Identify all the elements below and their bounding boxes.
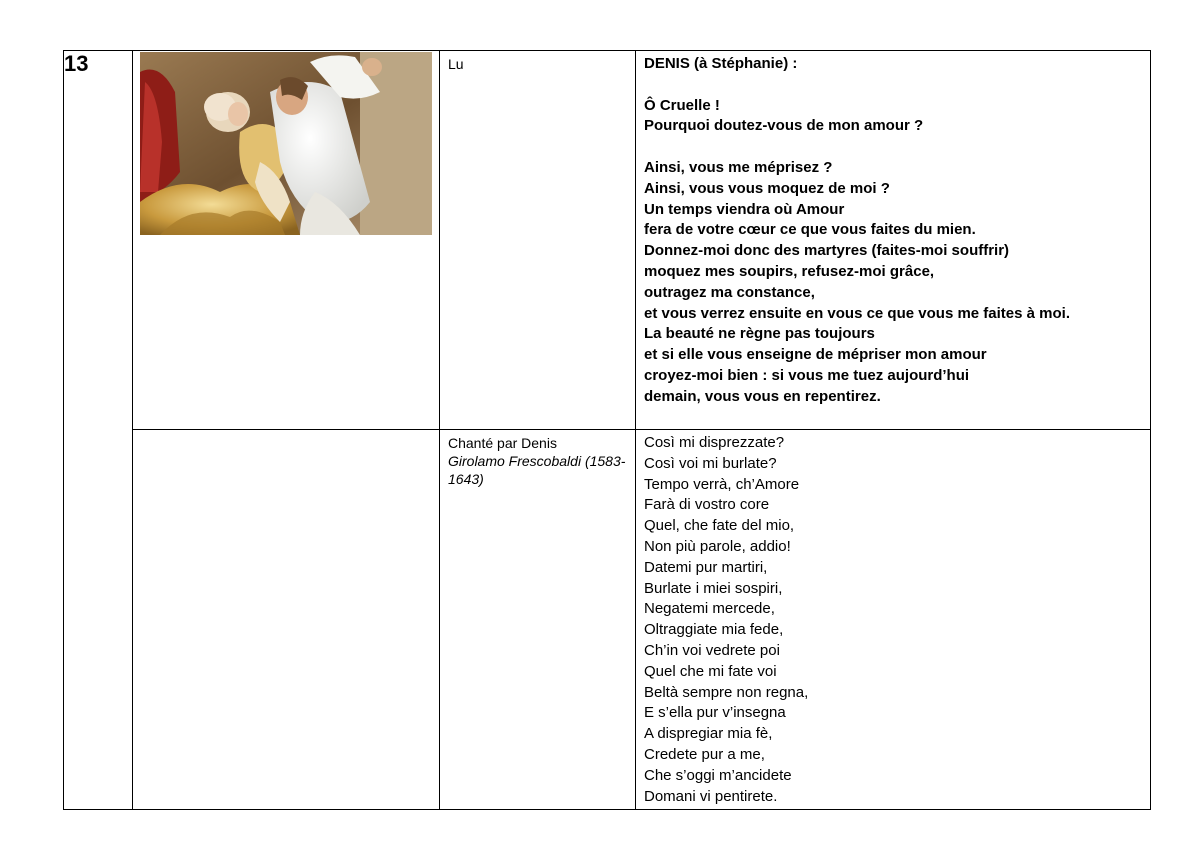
text-line: demain, vous vous en repentirez.	[644, 387, 881, 405]
lyric-line: Negatemi mercede,	[644, 600, 775, 618]
lyric-line: Oltraggiate mia fede,	[644, 621, 784, 639]
text-line: croyez-moi bien : si vous me tuez aujourd’hui	[644, 366, 970, 384]
text-line: Pourquoi doutez-vous de mon amour ?	[644, 117, 924, 135]
lyric-line: Ch’in voi vedrete poi	[644, 641, 780, 659]
text-line: fera de votre cœur ce que vous faites du mien.	[644, 221, 976, 239]
painting-image	[140, 52, 432, 235]
lyric-line: Farà di vostro core	[644, 496, 770, 514]
speaker-line: DENIS (à Stéphanie) :	[644, 55, 798, 72]
table-row	[64, 51, 1151, 430]
text-line: Ainsi, vous me méprisez ?	[644, 158, 833, 176]
text-line: et si elle vous enseigne de mépriser mon amour	[644, 346, 987, 364]
lyric-line: Datemi pur martiri,	[644, 558, 768, 576]
empty-image-cell	[133, 430, 440, 810]
lyric-line: Burlate i miei sospiri,	[644, 579, 783, 597]
lyric-line: Tempo verrà, ch’Amore	[644, 475, 800, 493]
text-line: La beauté ne règne pas toujours	[644, 325, 875, 343]
text-line: Donnez-moi donc des martyres (faites-moi souffrir)	[644, 242, 1010, 260]
lyric-line: Che s’oggi m’ancidete	[644, 766, 792, 784]
text-line: Un temps viendra où Amour	[644, 200, 845, 218]
lyric-line: Credete pur a me,	[644, 745, 765, 763]
table-row	[64, 430, 1151, 810]
note-lu: Lu	[448, 56, 464, 72]
lyric-line: E s’ella pur v’insegna	[644, 704, 786, 722]
french-text-cell	[636, 51, 1151, 430]
lyric-line: Così voi mi burlate?	[644, 454, 777, 472]
text-line: Ainsi, vous vous moquez de moi ?	[644, 179, 890, 197]
lyric-line: Domani vi pentirete.	[644, 787, 778, 805]
composer-credit: Girolamo Frescobaldi (1583-1643)	[448, 453, 626, 487]
italian-lyrics-cell	[636, 430, 1151, 810]
scene-number: 13	[64, 51, 133, 810]
lyric-line: Quel che mi fate voi	[644, 662, 777, 680]
painting-cell	[133, 51, 440, 430]
text-line: moquez mes soupirs, refusez-moi grâce,	[644, 262, 935, 280]
text-line: Ô Cruelle !	[644, 96, 720, 114]
lyric-line: Quel, che fate del mio,	[644, 517, 795, 535]
note-sung: Chanté par Denis	[448, 435, 557, 451]
script-table	[63, 50, 1151, 810]
lyric-line: Non più parole, addio!	[644, 537, 791, 555]
lyric-line: Beltà sempre non regna,	[644, 683, 809, 701]
text-line: et vous verrez ensuite en vous ce que vous me faites à moi.	[644, 304, 1070, 322]
note-cell	[440, 51, 636, 430]
text-line: outragez ma constance,	[644, 283, 815, 301]
note-cell	[440, 430, 636, 810]
lyric-line: A dispregiar mia fè,	[644, 725, 773, 743]
lyric-line: Così mi disprezzate?	[644, 434, 785, 451]
